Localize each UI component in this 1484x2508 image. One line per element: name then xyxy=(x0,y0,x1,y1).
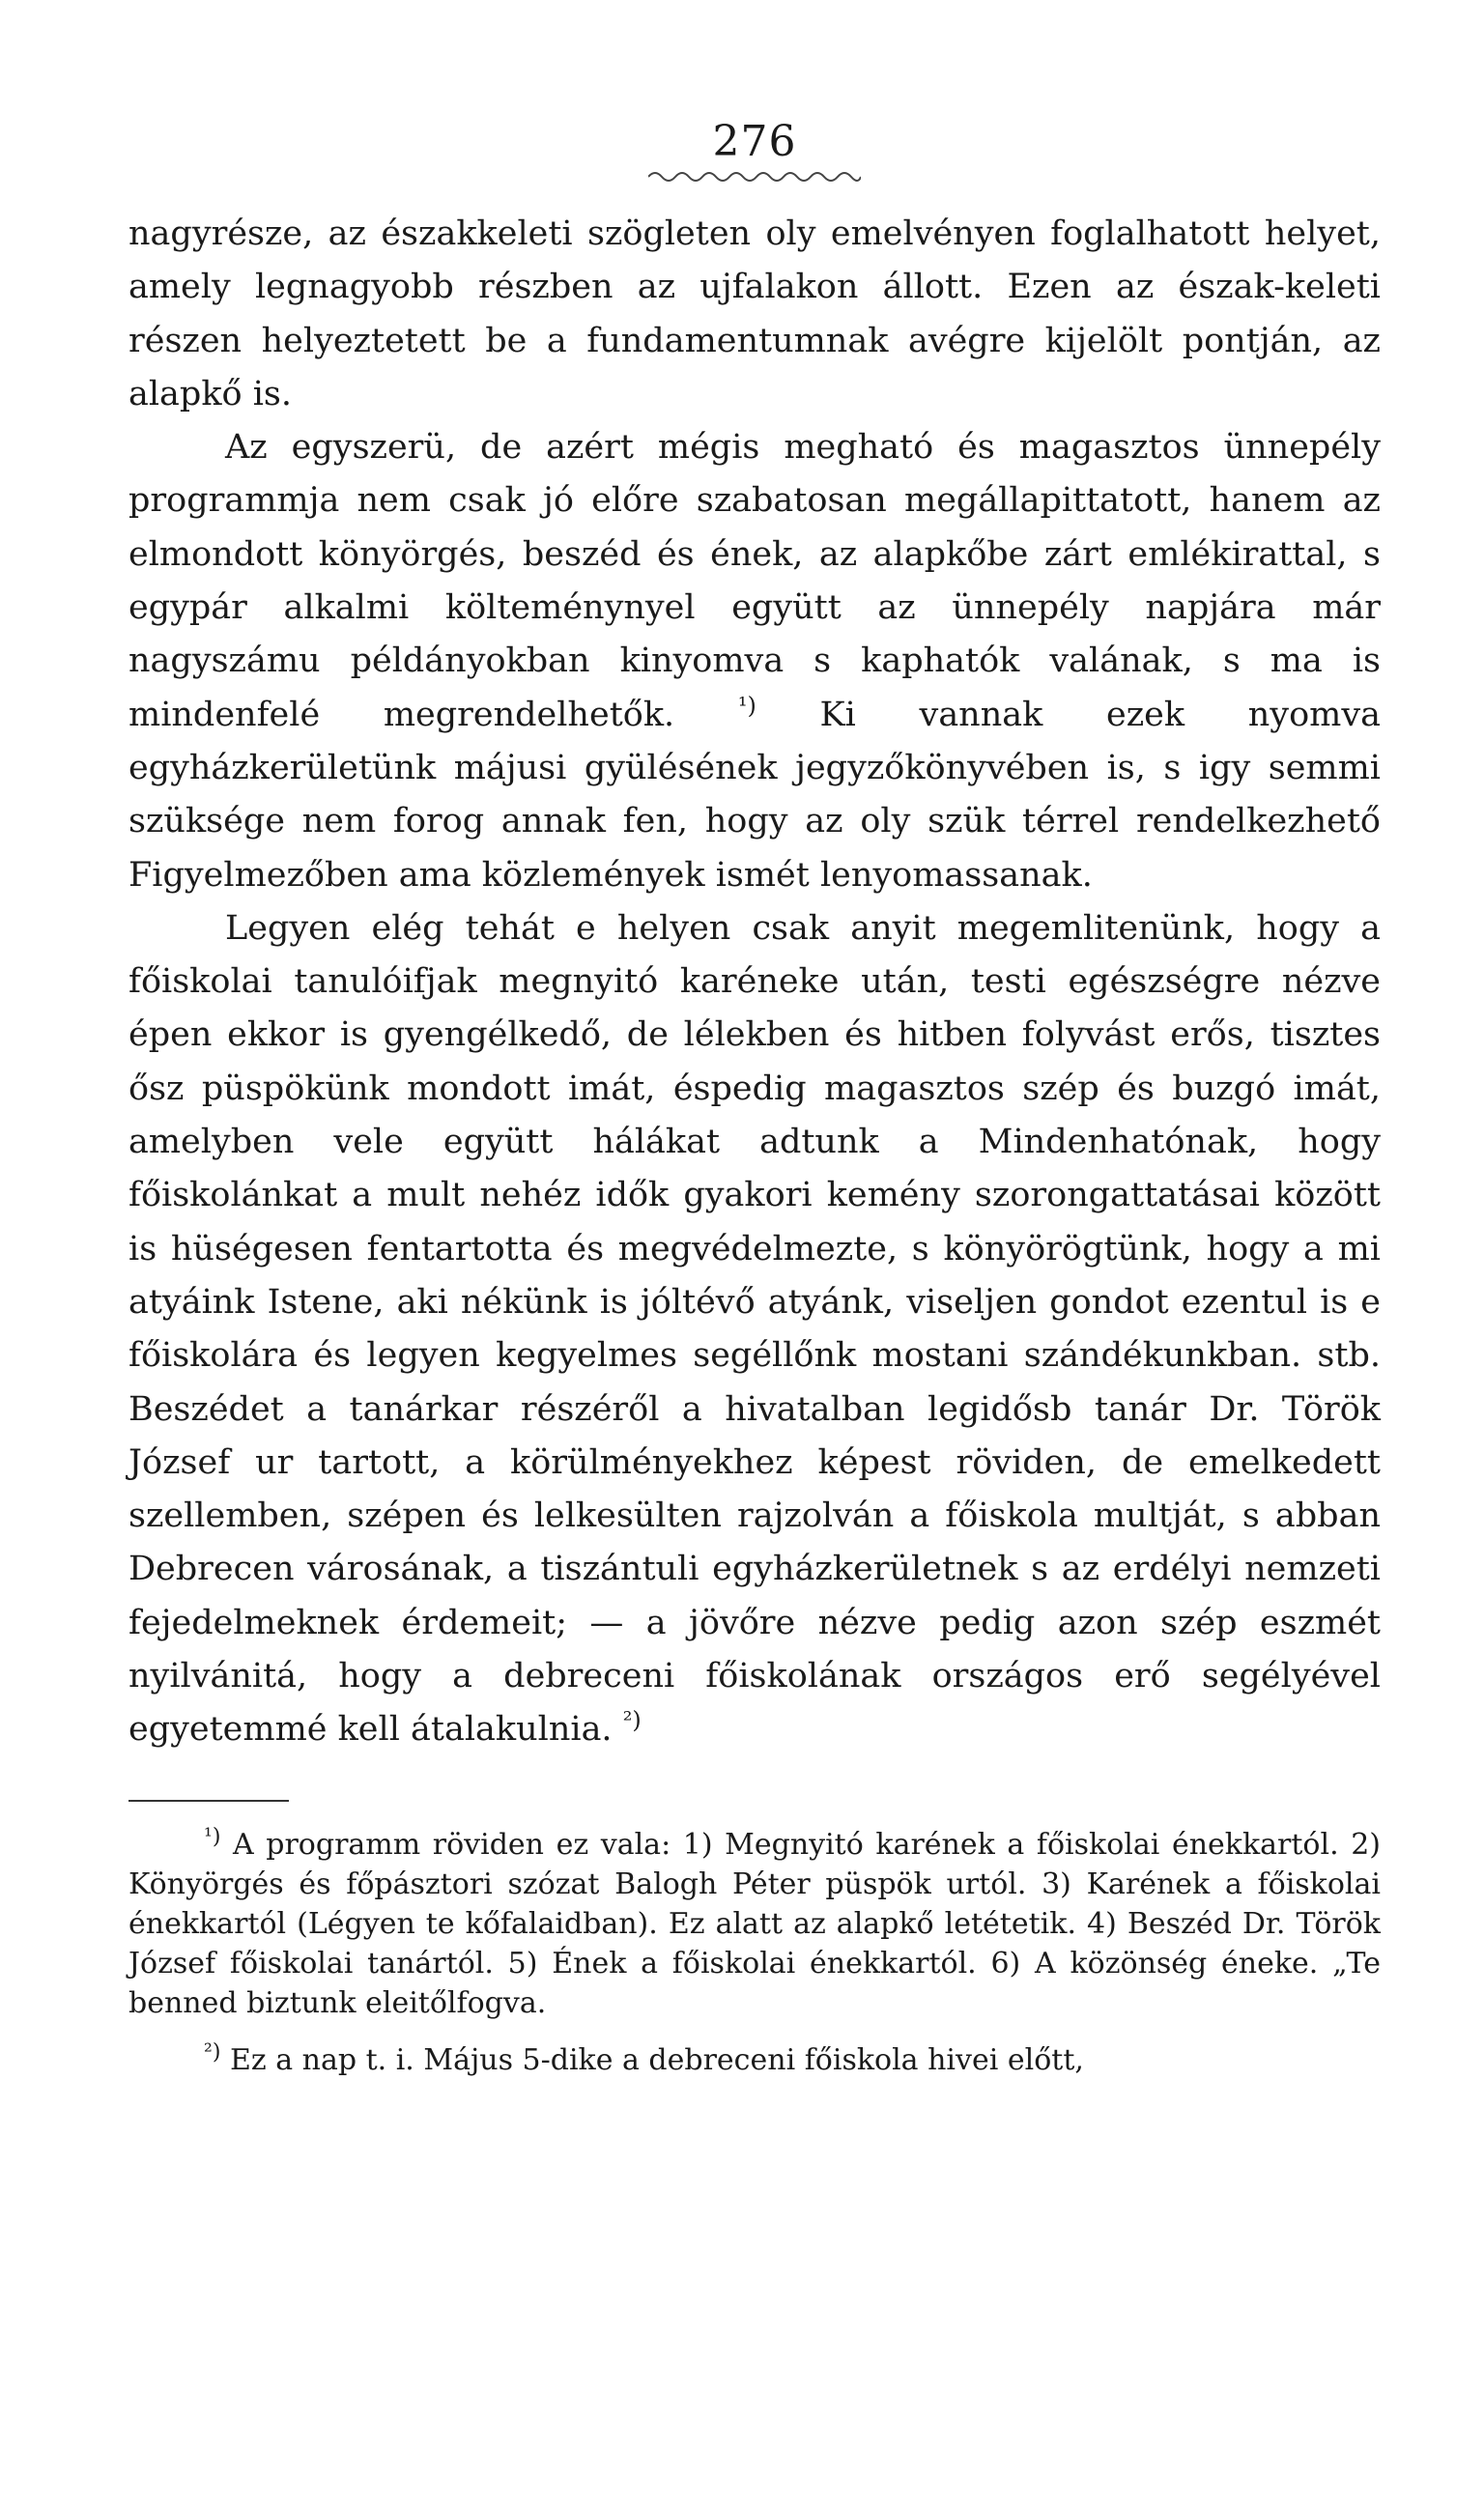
paragraph-1-text: nagyrésze, az északkeleti szögleten oly emelvényen foglalhatott helyet, amely legnagyobb részben az ujfalakon állott. Ezen az észak-keleti részen helyeztetett be a fundamentumnak avégre kijelölt pontján, az alapkő is. xyxy=(128,214,1381,413)
footnote-1-text: A programm röviden ez vala: 1) Megnyitó karének a főiskolai énekkartól. 2) Könyörgés és főpásztori szózat Balogh Péter püspök urtól. 3) Karének a főiskolai énekkartól (Légyen te kőfalaidban). Ez alatt az alapkő letétetik. 4) Beszéd Dr. Török József főiskolai tanártól. 5) Ének a főiskolai énekkartól. 6) A közönség éneke. „Te benned biztunk eleitőlfogva. xyxy=(128,1827,1381,2020)
paragraph-2 xyxy=(128,421,1381,902)
footnote-2 xyxy=(128,2040,1381,2080)
paragraph-2-text-a: Az egyszerü, de azért mégis megható és magasztos ünnepély programmja nem csak jó előre szabatosan megállapittatott, hanem az elmondott könyörgés, beszéd és ének, az alapkőbe zárt emlékirattal, s egypár alkalmi költeménynyel együtt az ünnepély napjára már nagyszámu példányokban kinyomva s kaphatók valának, s ma is mindenfelé megrendelhetők. xyxy=(128,428,1381,734)
footnote-ref-1[interactable]: ¹) xyxy=(737,692,756,720)
paragraph-1 xyxy=(128,208,1381,421)
paragraph-3-text-a: Legyen elég tehát e helyen csak anyit megemlitenünk, hogy a főiskolai tanulóifjak megnyitó karéneke után, testi egészségre nézve épen ekkor is gyengélkedő, de lélekben és hitben folyvást erős, tisztes ősz püspökünk mondott imát, éspedig magasztos szép és buzgó imát, amelyben vele együtt hálákat adtunk a Mindenhatónak, hogy főiskolánkat a mult nehéz idők gyakori kemény szorongattatásai között is hüségesen fentartotta és megvédelmezte, s könyörögtünk, hogy a mi atyáink Istene, aki nékünk is jóltévő atyánk, viseljen gondot ezentul is e főiskolára és legyen kegyelmes segéllőnk mostani szándékunkban. stb. Beszédet a tanárkar részéről a hivatalban legidősb tanár Dr. Török József ur tartott, a körülményekhez képest röviden, de emelkedett szellemben, szépen és lelkesülten rajzolván a főiskola multját, s abban Debrecen városának, a tiszántuli egyházkerületnek s az erdélyi nemzeti fejedelmeknek érdemeit; — a jövőre nézve pedig azon szép eszmét nyilvánitá, hogy a debreceni főiskolának országos erő segélyével egyetemmé kell átalakulnia. xyxy=(128,908,1381,1750)
footnote-1-mark: ¹) xyxy=(204,1824,221,1849)
footnotes xyxy=(128,1825,1381,2080)
paragraph-3 xyxy=(128,902,1381,1757)
footnote-divider xyxy=(128,1800,289,1802)
footnote-1 xyxy=(128,1825,1381,2023)
footnote-2-text: Ez a nap t. i. Május 5-dike a debreceni főiskola hivei előtt, xyxy=(229,2042,1084,2077)
footnote-2-mark: ²) xyxy=(204,2039,221,2065)
page-number: 276 xyxy=(712,117,797,166)
main-text xyxy=(128,208,1381,1757)
wavy-rule-ornament-icon xyxy=(648,169,861,185)
footnote-ref-2[interactable]: ²) xyxy=(622,1706,642,1734)
book-page xyxy=(128,117,1381,2080)
paragraph-2-text-b: Ki vannak ezek nyomva egyházkerületünk májusi gyülésének jegyzőkönyvében is, s igy semmi szüksége nem forog annak fen, hogy az oly szük térrel rendelkezhető Figyelmezőben ama közlemények ismét lenyomassanak. xyxy=(128,695,1381,895)
